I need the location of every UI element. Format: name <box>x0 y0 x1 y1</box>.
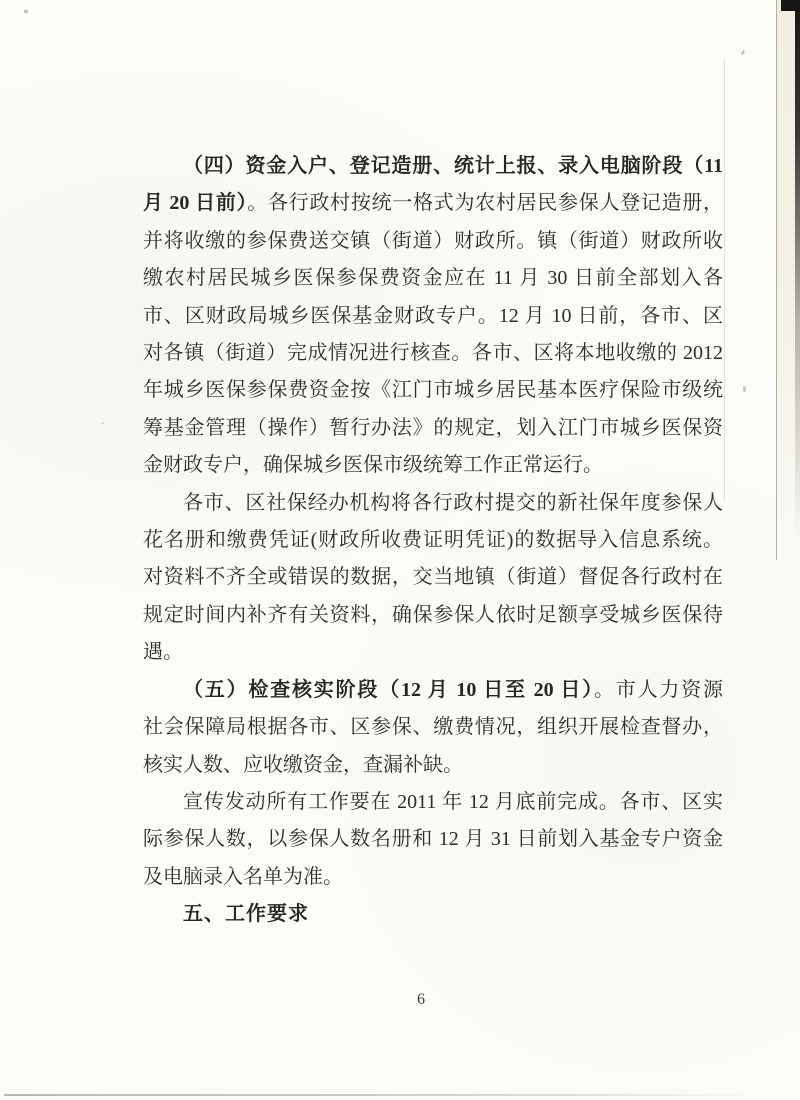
text-line <box>143 372 723 409</box>
text-segment: 市、区财政局城乡医保基金财政专户。12 月 10 日前，各市、区 <box>143 304 723 327</box>
text-segment: 际参保人数，以参保人数名册和 12 月 31 日前划入基金专户资金 <box>143 828 723 851</box>
bold-text-segment: （五）检查核实阶段（12 月 10 日至 20 日） <box>183 678 594 701</box>
text-segment: 对资料不齐全或错误的数据，交当地镇（街道）督促各行政村在 <box>143 566 723 589</box>
text-line <box>143 522 723 559</box>
text-segment: 宣传发动所有工作要在 2011 年 12 月底前完成。各市、区实 <box>183 790 723 813</box>
text-segment: 年城乡医保参保费资金按《江门市城乡居民基本医疗保险市级统 <box>143 379 723 402</box>
text-line <box>143 148 723 185</box>
text-line <box>143 410 723 447</box>
text-line <box>143 821 723 858</box>
scan-crease-line <box>724 60 725 500</box>
text-line <box>143 859 723 896</box>
text-segment: 。市人力资源 <box>594 678 724 701</box>
text-segment: 对各镇（街道）完成情况进行核查。各市、区将本地收缴的 2012 <box>143 342 723 365</box>
text-line <box>143 298 723 335</box>
scan-corner-mark <box>781 0 800 11</box>
bold-text-segment: 五、工作要求 <box>183 903 309 926</box>
text-line <box>143 223 723 260</box>
text-line <box>143 447 723 484</box>
text-line <box>143 672 723 709</box>
text-line <box>143 185 723 222</box>
text-line <box>143 597 723 634</box>
text-segment: 缴农村居民城乡医保参保费资金应在 11 月 30 日前全部划入各 <box>143 267 723 290</box>
text-line <box>143 784 723 821</box>
bold-text-segment: 月 20 日前） <box>143 192 248 215</box>
page-number: 6 <box>417 991 425 1008</box>
text-line <box>143 559 723 596</box>
text-line <box>143 335 723 372</box>
text-segment: 花名册和缴费凭证(财政所收费证明凭证)的数据导入信息系统。 <box>143 529 723 552</box>
text-segment: 社会保障局根据各市、区参保、缴费情况，组织开展检查督办， <box>143 716 723 739</box>
scan-bottom-shadow <box>4 1094 759 1096</box>
section-heading <box>143 896 723 933</box>
text-segment: 各市、区社保经办机构将各行政村提交的新社保年度参保人 <box>183 491 723 514</box>
bold-text-segment: （四）资金入户、登记造册、统计上报、录入电脑阶段（11 <box>183 155 723 177</box>
text-segment: 金财政专户，确保城乡医保市级统筹工作正常运行。 <box>143 454 603 477</box>
text-segment: 规定时间内补齐有关资料，确保参保人依时足额享受城乡医保待 <box>143 603 723 626</box>
scan-speck <box>743 386 746 392</box>
text-segment: 核实人数、应收缴资金，查漏补缺。 <box>143 753 463 776</box>
text-line <box>143 747 723 784</box>
scan-edge-shadow <box>795 0 800 540</box>
document-body <box>143 148 723 934</box>
scan-speck <box>101 422 104 424</box>
text-line <box>143 485 723 522</box>
text-segment: 。各行政村按统一格式为农村居民参保人登记造册， <box>247 192 724 215</box>
text-segment: 并将收缴的参保费送交镇（街道）财政所。镇（街道）财政所收 <box>143 229 723 252</box>
text-segment: 及电脑录入名单为准。 <box>143 865 343 888</box>
text-line <box>143 260 723 297</box>
text-line <box>143 709 723 746</box>
text-segment: 筹基金管理（操作）暂行办法》的规定，划入江门市城乡医保资 <box>143 416 723 439</box>
text-segment: 遇。 <box>143 641 183 664</box>
text-line <box>143 634 723 671</box>
